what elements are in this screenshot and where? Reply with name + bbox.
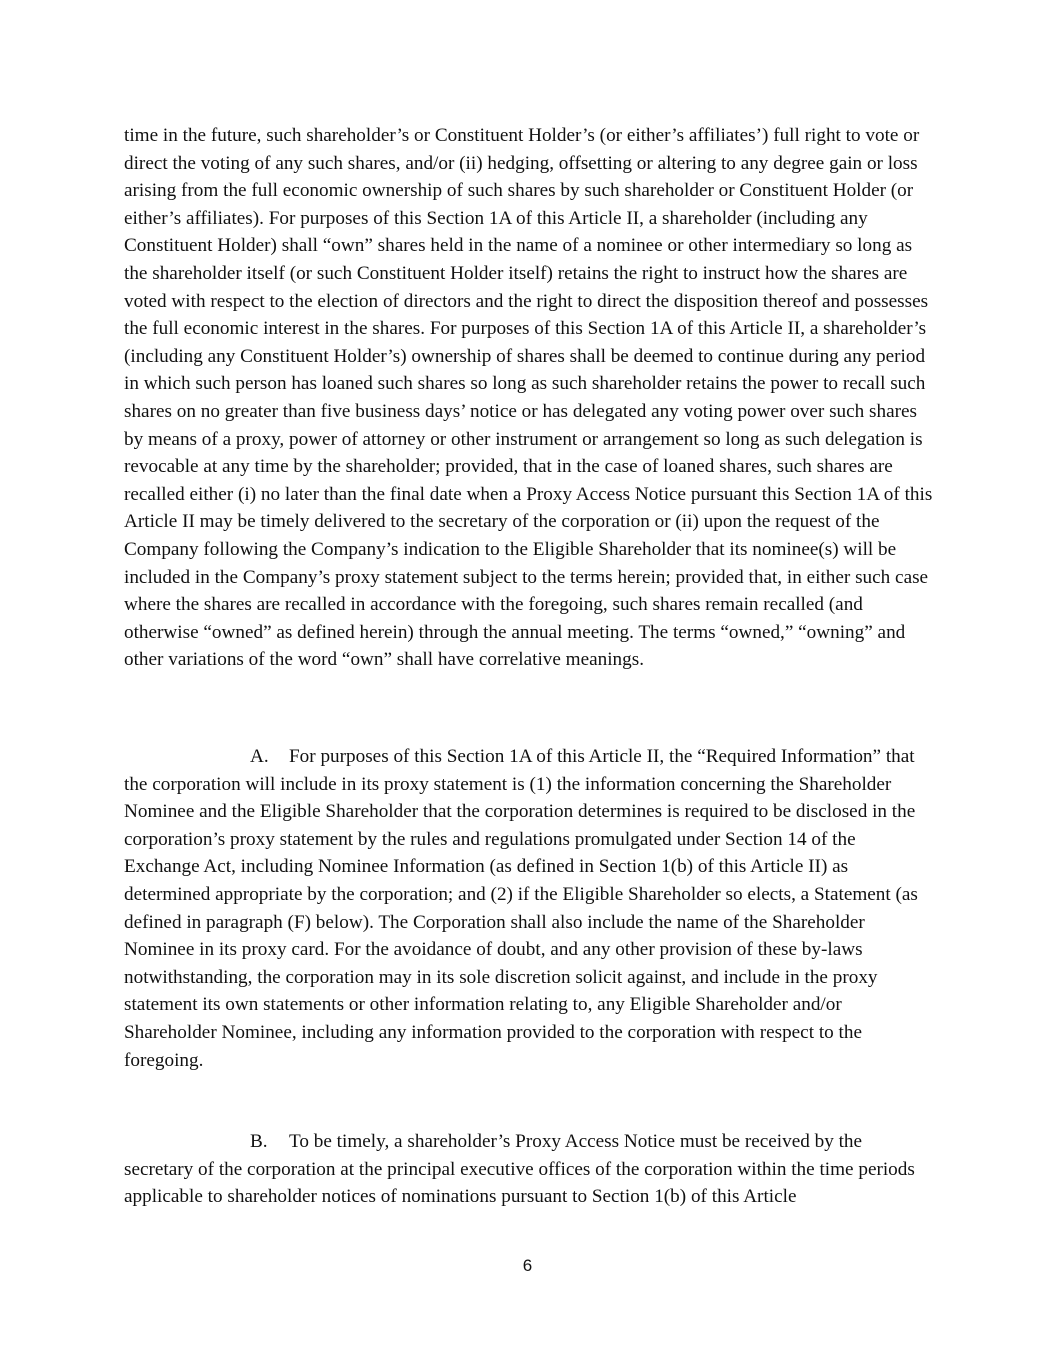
item-b-marker: B. xyxy=(250,1131,268,1152)
item-b-text: To be timely, a shareholder’s Proxy Access Notice must be received by the secretary of the corporation at the principal executive offices of the corporation within the time periods applicable to shareholder notices of nominations pursuant to Section 1(b) of this Article xyxy=(124,1131,915,1208)
paragraph-item-a xyxy=(124,743,934,1074)
paragraph-ownership-definition: time in the future, such shareholder’s or Constituent Holder’s (or either’s affiliates’) full right to vote or direct the voting of any such shares, and/or (ii) hedging, offsetting or altering to any degree gain or loss arising from the full economic ownership of such shares by such shareholder or Constituent Holder (or either’s affiliates). For purposes of this Section 1A of this Article II, a shareholder (including any Constituent Holder) shall “own” shares held in the name of a nominee or other intermediary so long as the shareholder itself (or such Constituent Holder itself) retains the right to instruct how the shares are voted with respect to the election of directors and the right to direct the disposition thereof and possesses the full economic interest in the shares. For purposes of this Section 1A of this Article II, a shareholder’s (including any Constituent Holder’s) ownership of shares shall be deemed to continue during any period in which such person has loaned such shares so long as such shareholder retains the power to recall such shares on no greater than five business days’ notice or has delegated any voting power over such shares by means of a proxy, power of attorney or other instrument or arrangement so long as such delegation is revocable at any time by the shareholder; provided, that in the case of loaned shares, such shares are recalled either (i) no later than the final date when a Proxy Access Notice pursuant this Section 1A of this Article II may be timely delivered to the secretary of the corporation or (ii) upon the request of the Company following the Company’s indication to the Eligible Shareholder that its nominee(s) will be included in the Company’s proxy statement subject to the terms herein; provided that, in either such case where the shares are recalled in accordance with the foregoing, such shares remain recalled (and otherwise “owned” as defined herein) through the annual meeting. The terms “owned,” “owning” and other variations of the word “own” shall have correlative meanings. xyxy=(124,125,933,671)
item-a-marker: A. xyxy=(250,746,269,767)
item-a-text: For purposes of this Section 1A of this Article II, the “Required Information” that the corporation will include in its proxy statement is (1) the information concerning the Shareholder Nominee and the Eligible Shareholder that the corporation determines is required to be disclosed in the corporation’s proxy statement by the rules and regulations promulgated under Section 14 of the Exchange Act, including Nominee Information (as defined in Section 1(b) of this Article II) as determined appropriate by the corporation; and (2) if the Eligible Shareholder so elects, a Statement (as defined in paragraph (F) below). The Corporation shall also include the name of the Shareholder Nominee in its proxy card. For the avoidance of doubt, and any other provision of these by-laws notwithstanding, the corporation may in its sole discretion solicit against, and include in the proxy statement its own statements or other information relating to, any Eligible Shareholder and/or Shareholder Nominee, including any information provided to the corporation with respect to the foregoing. xyxy=(124,746,918,1071)
paragraph-item-b xyxy=(124,1128,934,1211)
page-number: 6 xyxy=(522,1256,533,1275)
